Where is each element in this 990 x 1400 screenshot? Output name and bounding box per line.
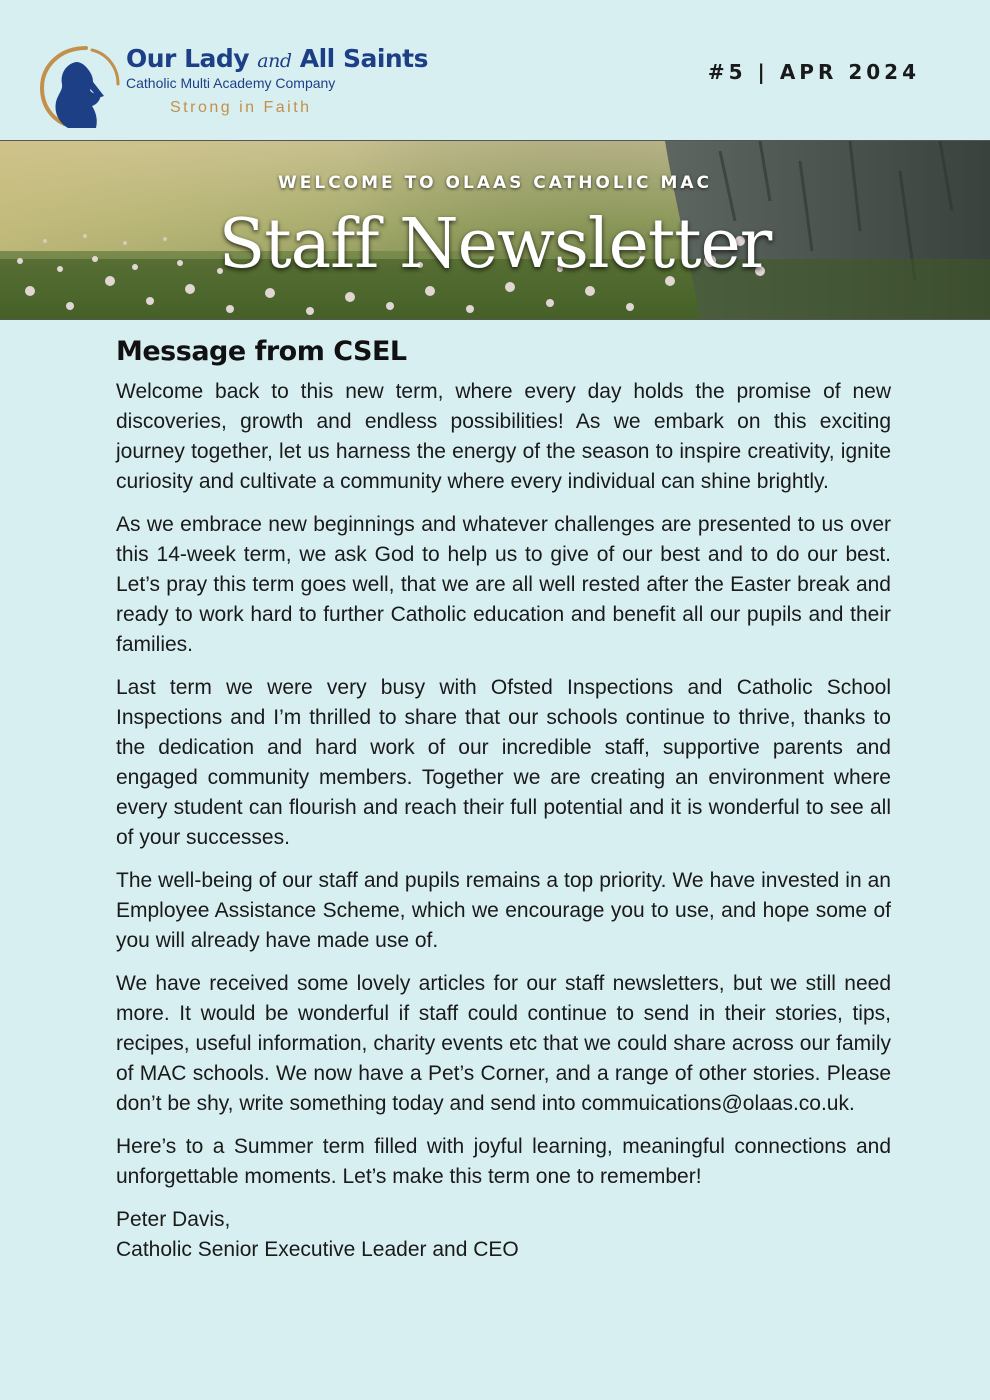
article-paragraph: We have received some lovely articles for our staff newsletters, but we still need more. It would be wonderful if staff could continue to send in their stories, tips, recipes, useful information, charity events etc that we could share across our family of MAC schools. We now have a Pet’s Corner, and a range of other stories. Please don’t be shy, write something today and send into commuications@olaas.co.uk.: [116, 972, 891, 1115]
logo-wordmark: [126, 44, 428, 117]
newsletter-title: Staff Newsletter: [218, 205, 772, 284]
praying-figure-icon: [38, 42, 120, 132]
article-paragraph: Welcome back to this new term, where every day holds the promise of new discoveries, growth and endless possibilities! As we embark on this exciting journey together, let us harness the energy of the season to inspire creativity, ignite curiosity and cultivate a community where every individual can shine brightly.: [116, 380, 891, 493]
article: [116, 336, 891, 1265]
logo-motto: Strong in Faith: [170, 99, 312, 116]
signature-name: Peter Davis,: [116, 1208, 231, 1231]
article-paragraph: Here’s to a Summer term filled with joyful learning, meaningful connections and unforgettable moments. Let’s make this term one to remember!: [116, 1135, 891, 1188]
banner-kicker: WELCOME TO OLAAS CATHOLIC MAC: [278, 173, 712, 193]
logo-name: Our Lady and All Saints: [126, 44, 429, 73]
article-paragraph: Last term we were very busy with Ofsted Inspections and Catholic School Inspections and I’m thrilled to share that our schools continue to thrive, thanks to the dedication and hard work of our incredible staff, supportive parents and engaged community members. Together we are creating an environment where every student can flourish and reach their full potential and it is wonderful to see all of your successes.: [116, 676, 891, 849]
issue-date: #5 | APR 2024: [707, 60, 920, 84]
hero-banner: [0, 140, 990, 320]
article-title: Message from CSEL: [116, 336, 407, 367]
article-paragraph: The well-being of our staff and pupils remains a top priority. We have invested in an Employee Assistance Scheme, which we encourage you to use, and hope some of you will already have made use of.: [116, 869, 891, 952]
logo-subtitle: Catholic Multi Academy Company: [126, 75, 336, 91]
article-paragraph: As we embrace new beginnings and whatever challenges are presented to us over this 14-week term, we ask God to help us to give of our best and to do our best. Let’s pray this term goes well, that we are all well rested after the Easter break and ready to work hard to further Catholic education and benefit all our pupils and their families.: [116, 513, 891, 656]
signature-role: Catholic Senior Executive Leader and CEO: [116, 1238, 519, 1261]
page-header: [0, 0, 990, 140]
